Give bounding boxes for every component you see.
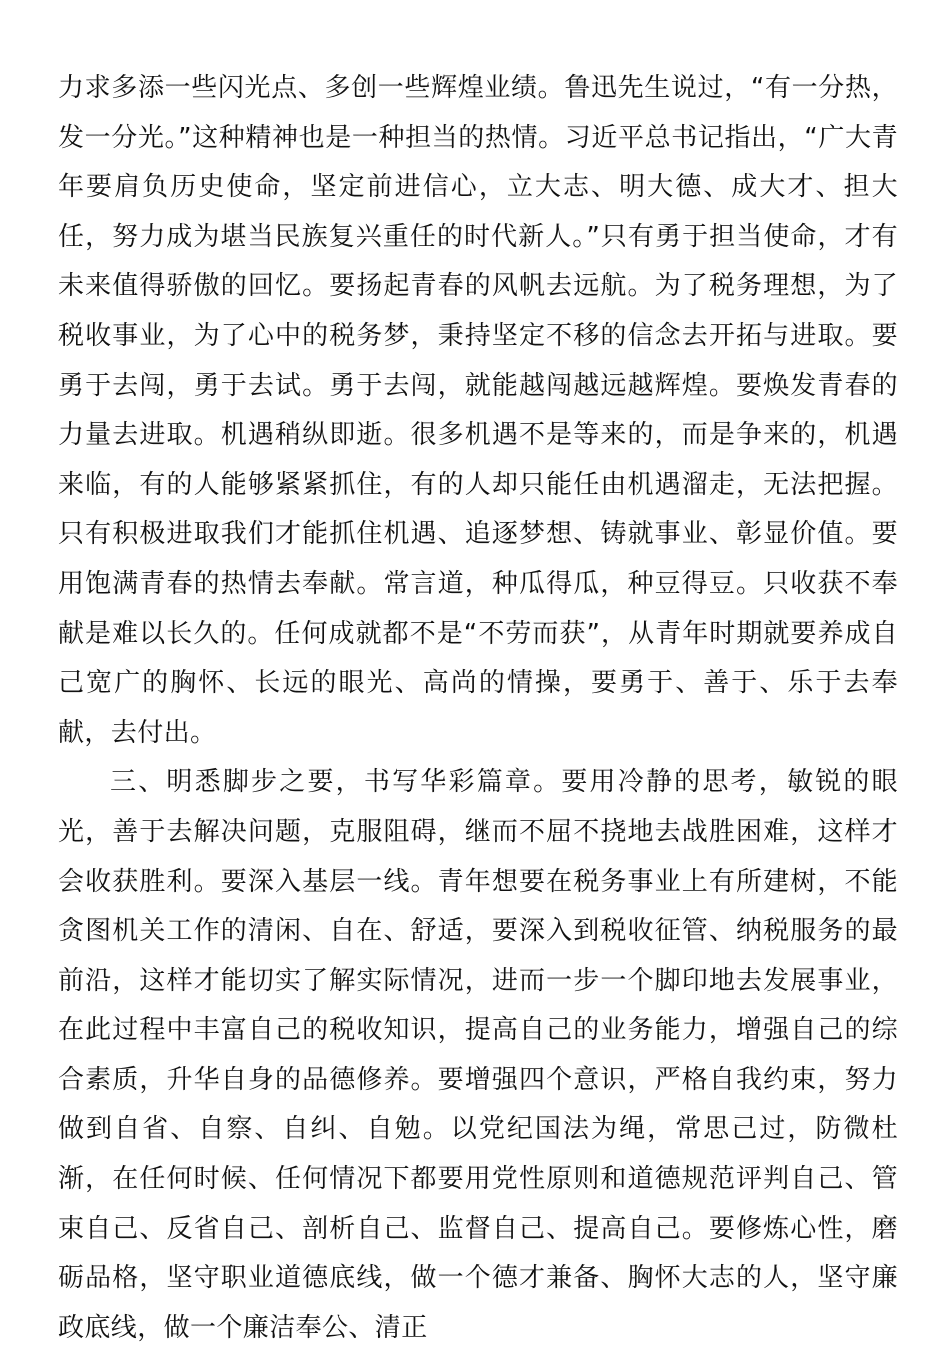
paragraph-1: 力求多添一些闪光点、多创一些辉煌业绩。鲁迅先生说过，“有一分热，发一分光。”这种精神也是一种担当的热情。习近平总书记指出，“广大青年要肩负历史使命，坚定前进信心，立大志、明大德、成大才、担大任，努力成为堪当民族复兴重任的时代新人。”只有勇于担当使命，才有未来值得骄傲的回忆。要扬起青春的风帆去远航。为了税务理想，为了税收事业，为了心中的税务梦，秉持坚定不移的信念去开拓与进取。要勇于去闯，勇于去试。勇于去闯，就能越闯越远越辉煌。要焕发青春的力量去进取。机遇稍纵即逝。很多机遇不是等来的，而是争来的，机遇来临，有的人能够紧紧抓住，有的人却只能任由机遇溜走，无法把握。只有积极进取我们才能抓住机遇、追逐梦想、铸就事业、彰显价值。要用饱满青春的热情去奉献。常言道，种瓜得瓜，种豆得豆。只收获不奉献是难以长久的。任何成就都不是“不劳而获”，从青年时期就要养成自己宽广的胸怀、长远的眼光、高尚的情操，要勇于、善于、乐于去奉献，去付出。 [58, 73, 898, 748]
body-text [58, 64, 898, 1353]
paragraph-2: 三、明悉脚步之要，书写华彩篇章。要用冷静的思考，敏锐的眼光，善于去解决问题，克服阻碍，继而不屈不挠地去战胜困难，这样才会收获胜利。要深入基层一线。青年想要在税务事业上有所建树，不能贪图机关工作的清闲、自在、舒适，要深入到税收征管、纳税服务的最前沿，这样才能切实了解实际情况，进而一步一个脚印地去发展事业，在此过程中丰富自己的税收知识，提高自己的业务能力，增强自己的综合素质，升华自身的品德修养。要增强四个意识，严格自我约束，努力做到自省、自察、自纠、自勉。以党纪国法为绳，常思己过，防微杜渐，在任何时候、任何情况下都要用党性原则和道德规范评判自己、管束自己、反省自己、剖析自己、监督自己、提高自己。要修炼心性，磨砺品格，坚守职业道德底线，做一个德才兼备、胸怀大志的人，坚守廉政底线，做一个廉洁奉公、清正 [58, 767, 898, 1343]
